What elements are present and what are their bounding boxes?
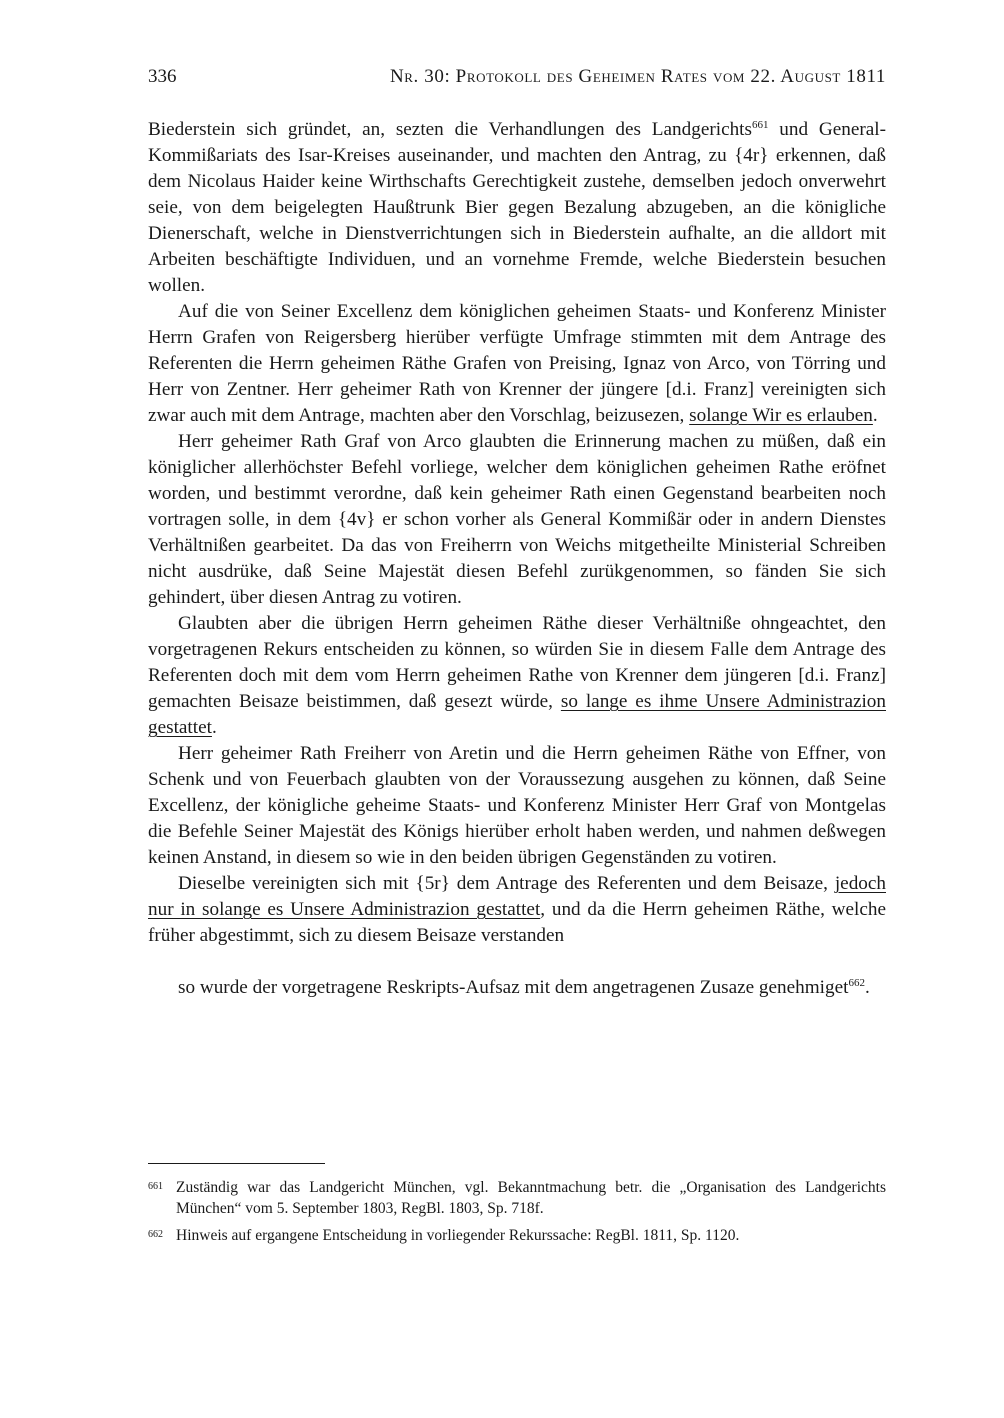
paragraph-text: Biederstein sich gründet, an, sezten die Verhandlungen des Landgerichts (148, 119, 752, 140)
running-header (148, 66, 886, 92)
footnote-text: Hinweis auf ergangene Entscheidung in vorliegender Rekurssache: RegBl. 1811, Sp. 1120. (176, 1227, 740, 1244)
page-number: 336 (148, 66, 177, 87)
paragraph-3 (148, 429, 886, 611)
footnote-661 (148, 1177, 886, 1219)
underlined-phrase: so lange es ihme Unsere Administrazion gestattet (148, 691, 886, 738)
footnote-ref-661[interactable]: 661 (751, 119, 769, 131)
paragraph-4 (148, 611, 886, 741)
body-text (148, 117, 886, 1001)
footnote-text: Zuständig war das Landgericht München, vgl. Bekanntmachung betr. die „Organisation des Landgerichts München“ vom 5. September 1803, RegBl. 1803, Sp. 718f. (176, 1179, 886, 1217)
paragraph-conclusion (148, 975, 886, 1001)
paragraph-text: Herr geheimer Rath Graf von Arco glaubten die Erinnerung machen zu müßen, daß ein königlicher allerhöchster Befehl vorliege, welcher dem königlichen geheimen Rathe eröfnet worden, und bestimmt verordne, daß kein geheimer Rath einen Gegenstand bearbeiten noch vortragen solle, in dem {4v} er schon vorher als General Kommißär oder in andern Dienstes Verhältnißen gearbeitet. Da das von Freiherrn von Weichs mitgetheilte Ministerial Schreiben nicht ausdrüke, daß Seine Majestät diesen Befehl zurükgenommen, so fänden Sie sich gehindert, über diesen Antrag zu votiren. (148, 431, 886, 608)
paragraph-text: . (864, 977, 870, 998)
footnotes (148, 1177, 886, 1252)
paragraph-text: Glaubten aber die übrigen Herrn geheimen Räthe dieser Verhältniße ohngeachtet, den vorgetragenen Rekurs entscheiden zu können, so würden Sie in diesem Falle dem Antrage des Referenten doch mit dem vom Herrn geheimen Rathe von Krenner dem jüngeren [d.i. Franz] gemachten Beisaze beistimmen, daß gesezt würde, (148, 613, 886, 712)
paragraph-text: . (872, 405, 878, 426)
paragraph-text: so wurde der vorgetragene Reskripts-Aufsaz mit dem angetragenen Zusaze genehmiget (178, 977, 849, 998)
underlined-phrase: solange Wir es erlauben (689, 405, 873, 426)
footnote-number: 662 (148, 1229, 163, 1240)
paragraph-1 (148, 117, 886, 299)
paragraph-5 (148, 741, 886, 871)
paragraph-text: . (211, 717, 217, 738)
paragraph-text: Auf die von Seiner Excellenz dem königlichen geheimen Staats- und Konferenz Minister Herrn Grafen von Reigersberg hierüber verfügte Umfrage stimmten mit dem Antrage des Referenten die Herrn geheimen Räthe Grafen von Preising, Ignaz von Arco, von Törring und Herr von Zentner. Herr geheimer Rath von Krenner der jüngere [d.i. Franz] vereinigten sich zwar auch mit dem Antrage, machten aber den Vorschlag, beizusezen, (148, 301, 886, 426)
paragraph-text: und General-Kommißariats des Isar-Kreises auseinander, und machten den Antrag, zu {4r} erkennen, daß dem Nicolaus Haider keine Wirthschafts Gerechtigkeit zustehe, demselben jedoch onverwehrt seie, von dem beigelegten Haußtrunk Bier gegen Bezalung abzugeben, an die königliche Dienerschaft, welche in Dienstverrichtungen sich in Biederstein aufhalte, an die alldort mit Arbeiten beschäftigte Individuen, und an vornehme Fremde, welche Biederstein besuchen wollen. (148, 119, 886, 296)
footnote-number: 661 (148, 1181, 163, 1192)
paragraph-text: Dieselbe vereinigten sich mit {5r} dem Antrage des Referenten und dem Beisaze, (178, 873, 835, 894)
paragraph-6 (148, 871, 886, 949)
paragraph-text: Herr geheimer Rath Freiherr von Aretin und die Herrn geheimen Räthe von Effner, von Schenk und von Feuerbach glaubten von der Voraussezung ausgehen zu können, daß Seine Excellenz, der königliche geheime Staats- und Konferenz Minister Herr Graf von Montgelas die Befehle Seiner Majestät des Königs hierüber erholt haben werden, und nahmen deßwegen keinen Anstand, in diesem so wie in den beiden übrigen Gegenständen zu votiren. (148, 743, 886, 868)
footnote-divider (148, 1163, 325, 1164)
paragraph-2 (148, 299, 886, 429)
paragraph-text: , und da die Herrn geheimen Räthe, welche früher abgestimmt, sich zu diesem Beisaze verstanden (148, 899, 886, 946)
running-title: Nr. 30: Protokoll des Geheimen Rates vom 22. August 1811 (389, 66, 886, 87)
footnote-662 (148, 1225, 886, 1246)
underlined-phrase: jedoch nur in solange es Unsere Administrazion gestattet (148, 873, 886, 920)
footnote-ref-662[interactable]: 662 (848, 977, 865, 989)
